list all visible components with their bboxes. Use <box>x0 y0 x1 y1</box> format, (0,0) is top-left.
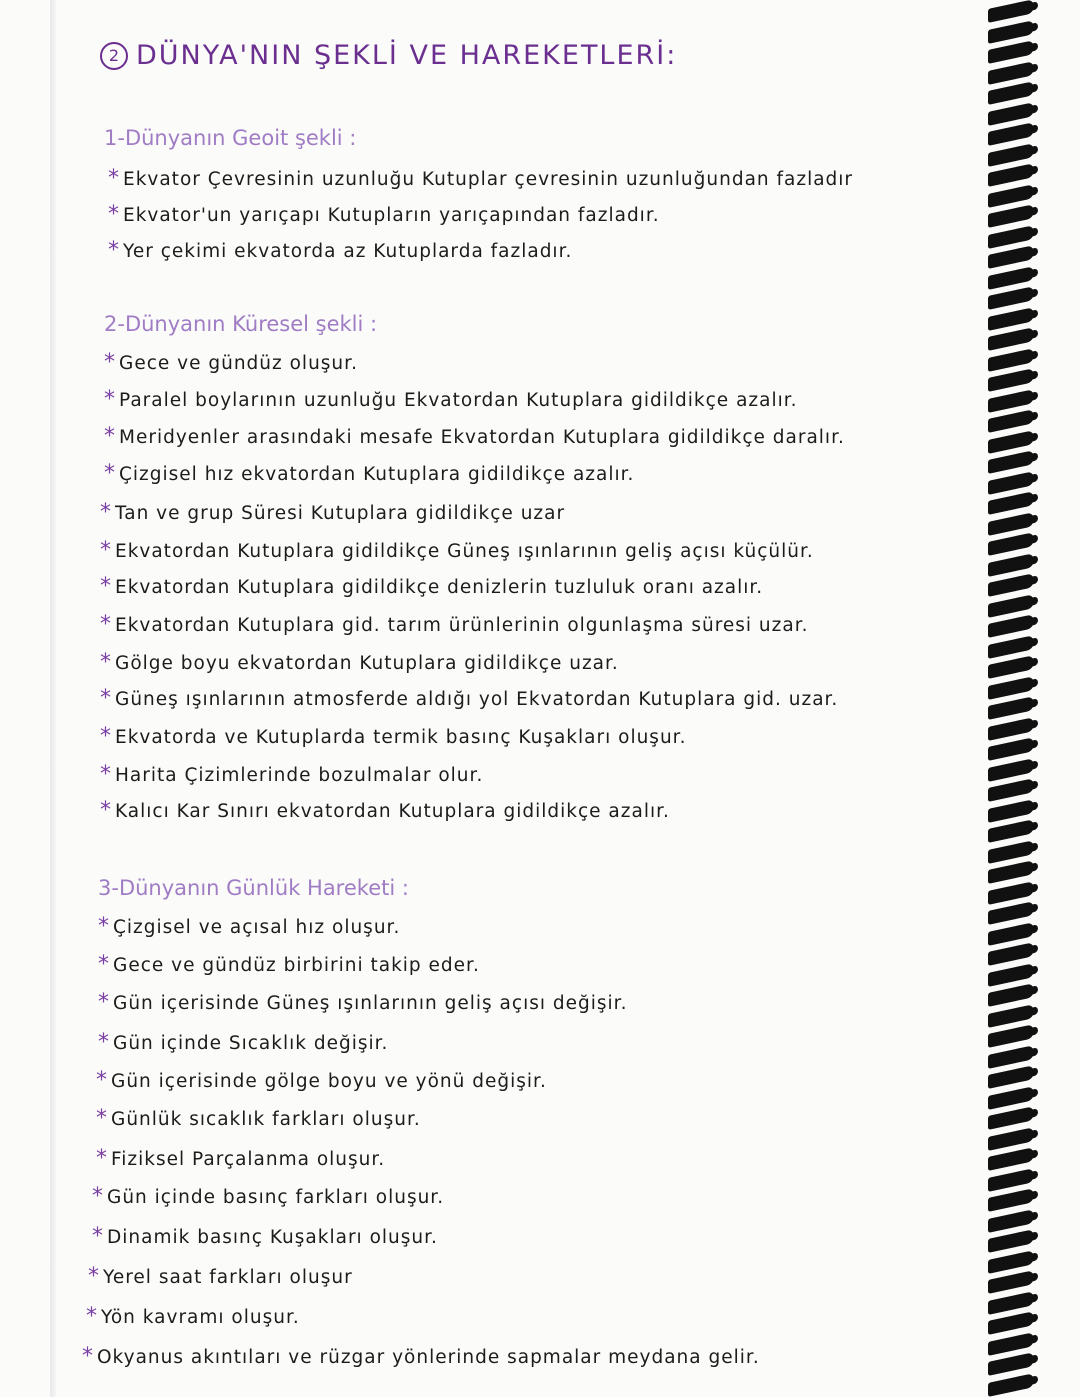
spiral-ring <box>988 225 1034 249</box>
spiral-ring <box>988 122 1034 146</box>
spiral-ring <box>988 881 1034 905</box>
spiral-binding <box>982 0 1080 1397</box>
page-edge-shadow <box>50 0 56 1397</box>
spiral-ring <box>988 1106 1034 1130</box>
spiral-ring <box>988 81 1034 105</box>
list-item: * Yer çekimi ekvatorda az Kutuplarda fazladır. <box>108 238 573 263</box>
list-item: * Gün içerisinde gölge boyu ve yönü değişir. <box>96 1068 547 1093</box>
spiral-ring <box>988 307 1034 331</box>
list-item: * Ekvatordan Kutuplara gidildikçe denizlerin tuzluluk oranı azalır. <box>100 574 764 599</box>
spiral-ring <box>988 758 1034 782</box>
spiral-ring <box>988 184 1034 208</box>
spiral-ring <box>988 1270 1034 1294</box>
spiral-ring <box>988 430 1034 454</box>
spiral-ring <box>988 963 1034 987</box>
spiral-ring <box>988 922 1034 946</box>
spiral-ring <box>988 573 1034 597</box>
list-item: * Çizgisel ve açısal hız oluşur. <box>98 914 401 939</box>
spiral-ring <box>988 1311 1034 1335</box>
asterisk-icon: * <box>98 914 109 939</box>
spiral-ring <box>988 348 1034 372</box>
list-item: * Paralel boylarının uzunluğu Ekvatordan Kutuplara gidildikçe azalır. <box>104 387 798 412</box>
spiral-ring <box>988 1065 1034 1089</box>
list-item: * Ekvatordan Kutuplara gid. tarım ürünlerinin olgunlaşma süresi uzar. <box>100 612 809 637</box>
list-item: * Yerel saat farkları oluşur <box>88 1264 353 1289</box>
spiral-ring <box>988 1373 1034 1397</box>
asterisk-icon: * <box>88 1264 99 1289</box>
spiral-ring <box>988 676 1034 700</box>
list-item: * Ekvator Çevresinin uzunluğu Kutuplar çevresinin uzunluğundan fazladır <box>108 166 854 191</box>
spiral-ring <box>988 614 1034 638</box>
asterisk-icon: * <box>100 798 111 823</box>
spiral-ring <box>988 1045 1034 1069</box>
spiral-ring <box>988 553 1034 577</box>
spiral-ring <box>988 491 1034 515</box>
spiral-ring <box>988 1004 1034 1028</box>
asterisk-icon: * <box>92 1184 103 1209</box>
spiral-ring <box>988 61 1034 85</box>
list-item: * Ekvatordan Kutuplara gidildikçe Güneş ışınlarının geliş açısı küçülür. <box>100 538 814 563</box>
asterisk-icon: * <box>108 166 119 191</box>
spiral-ring <box>988 594 1034 618</box>
list-item: * Gün içinde basınç farkları oluşur. <box>92 1184 445 1209</box>
list-item: * Gün içinde Sıcaklık değişir. <box>98 1030 389 1055</box>
asterisk-icon: * <box>100 686 111 711</box>
spiral-ring <box>988 245 1034 269</box>
spiral-ring <box>988 0 1034 23</box>
asterisk-icon: * <box>104 387 115 412</box>
list-item: * Tan ve grup Süresi Kutuplara gidildikçe uzar <box>100 500 566 525</box>
spiral-ring <box>988 450 1034 474</box>
list-item: * Gece ve gündüz birbirini takip eder. <box>98 952 480 977</box>
spiral-ring <box>988 266 1034 290</box>
asterisk-icon: * <box>92 1224 103 1249</box>
asterisk-icon: * <box>108 238 119 263</box>
asterisk-icon: * <box>104 461 115 486</box>
spiral-ring <box>988 389 1034 413</box>
section-3-heading: 3-Dünyanın Günlük Hareketi : <box>98 876 409 900</box>
list-item: * Gece ve gündüz oluşur. <box>104 350 358 375</box>
spiral-ring <box>988 983 1034 1007</box>
spiral-ring <box>988 143 1034 167</box>
list-item: * Ekvatorda ve Kutuplarda termik basınç Kuşakları oluşur. <box>100 724 687 749</box>
spiral-ring <box>988 471 1034 495</box>
spiral-ring <box>988 1209 1034 1233</box>
list-item: * Gölge boyu ekvatordan Kutuplara gidildikçe uzar. <box>100 650 619 675</box>
spiral-ring <box>988 286 1034 310</box>
list-item: * Ekvator'un yarıçapı Kutupların yarıçapından fazladır. <box>108 202 660 227</box>
asterisk-icon: * <box>96 1146 107 1171</box>
spiral-ring <box>988 717 1034 741</box>
asterisk-icon: * <box>104 424 115 449</box>
section-1-heading: 1-Dünyanın Geoit şekli : <box>104 126 357 150</box>
spiral-ring <box>988 532 1034 556</box>
spiral-ring <box>988 799 1034 823</box>
spiral-ring <box>988 409 1034 433</box>
asterisk-icon: * <box>100 724 111 749</box>
asterisk-icon: * <box>100 574 111 599</box>
list-item: * Günlük sıcaklık farkları oluşur. <box>96 1106 421 1131</box>
spiral-ring <box>988 1147 1034 1171</box>
asterisk-icon: * <box>100 762 111 787</box>
spiral-ring <box>988 942 1034 966</box>
spiral-ring <box>988 1188 1034 1212</box>
asterisk-icon: * <box>82 1344 93 1369</box>
list-item: * Çizgisel hız ekvatordan Kutuplara gidildikçe azalır. <box>104 461 635 486</box>
spiral-ring <box>988 1250 1034 1274</box>
asterisk-icon: * <box>86 1304 97 1329</box>
spiral-ring <box>988 737 1034 761</box>
page-title <box>100 40 677 71</box>
spiral-ring <box>988 1352 1034 1376</box>
list-item: * Dinamik basınç Kuşakları oluşur. <box>92 1224 438 1249</box>
spiral-ring <box>988 696 1034 720</box>
asterisk-icon: * <box>96 1106 107 1131</box>
asterisk-icon: * <box>100 650 111 675</box>
spiral-ring <box>988 368 1034 392</box>
list-item: * Gün içerisinde Güneş ışınlarının geliş açısı değişir. <box>98 990 628 1015</box>
asterisk-icon: * <box>96 1068 107 1093</box>
asterisk-icon: * <box>98 1030 109 1055</box>
asterisk-icon: * <box>98 990 109 1015</box>
list-item: * Kalıcı Kar Sınırı ekvatordan Kutuplara gidildikçe azalır. <box>100 798 670 823</box>
asterisk-icon: * <box>98 952 109 977</box>
asterisk-icon: * <box>104 350 115 375</box>
spiral-ring <box>988 1332 1034 1356</box>
spiral-ring <box>988 778 1034 802</box>
spiral-ring <box>988 1168 1034 1192</box>
spiral-ring <box>988 840 1034 864</box>
spiral-ring <box>988 1291 1034 1315</box>
spiral-ring <box>988 327 1034 351</box>
spiral-ring <box>988 204 1034 228</box>
list-item: * Güneş ışınlarının atmosferde aldığı yol Ekvatordan Kutuplara gid. uzar. <box>100 686 839 711</box>
spiral-ring <box>988 1127 1034 1151</box>
asterisk-icon: * <box>100 538 111 563</box>
spiral-ring <box>988 1086 1034 1110</box>
section-2-heading: 2-Dünyanın Küresel şekli : <box>104 312 378 336</box>
spiral-ring <box>988 163 1034 187</box>
list-item: * Okyanus akıntıları ve rüzgar yönlerinde sapmalar meydana gelir. <box>82 1344 760 1369</box>
list-item: * Harita Çizimlerinde bozulmalar olur. <box>100 762 484 787</box>
asterisk-icon: * <box>108 202 119 227</box>
title-number-circle: 2 <box>100 42 128 70</box>
spiral-ring <box>988 860 1034 884</box>
asterisk-icon: * <box>100 612 111 637</box>
asterisk-icon: * <box>100 500 111 525</box>
spiral-ring <box>988 819 1034 843</box>
list-item: * Fiziksel Parçalanma oluşur. <box>96 1146 386 1171</box>
spiral-ring <box>988 512 1034 536</box>
spiral-ring <box>988 102 1034 126</box>
spiral-ring <box>988 20 1034 44</box>
spiral-ring <box>988 1229 1034 1253</box>
spiral-ring <box>988 901 1034 925</box>
spiral-ring <box>988 655 1034 679</box>
title-text: DÜNYA'NIN ŞEKLİ VE HAREKETLERİ: <box>136 40 678 71</box>
list-item: * Yön kavramı oluşur. <box>86 1304 300 1329</box>
spiral-ring <box>988 40 1034 64</box>
spiral-ring <box>988 635 1034 659</box>
list-item: * Meridyenler arasındaki mesafe Ekvatordan Kutuplara gidildikçe daralır. <box>104 424 845 449</box>
spiral-ring <box>988 1024 1034 1048</box>
